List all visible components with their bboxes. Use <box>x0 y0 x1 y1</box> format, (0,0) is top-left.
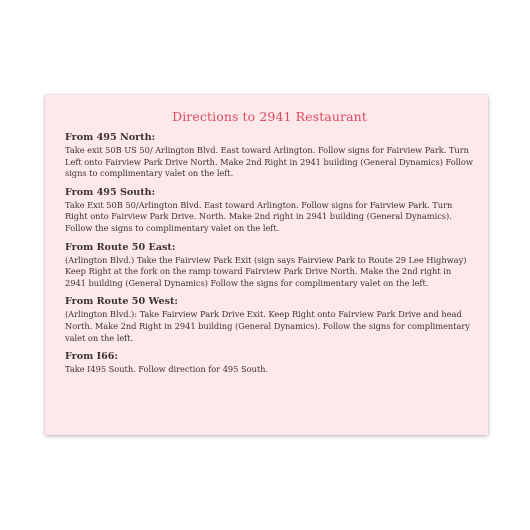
directions-card <box>45 95 488 435</box>
section-route-50-west <box>65 296 474 344</box>
section-495-south <box>65 187 474 235</box>
section-heading: From 495 North: <box>65 132 156 143</box>
section-text: (Arlington Blvd.): Take Fairview Park Drive Exit. Keep Right onto Fairview Park Drive and head North. Make 2nd Right in 2941 building (General Dynamics). Follow the signs for complimentary valet on the left. <box>65 309 470 343</box>
section-text: (Arlington Blvd.) Take the Fairview Park Exit (sign says Fairview Park to Route 29 Lee Highway) Keep Right at the fork on the ramp toward Fairview Park Drive North. Make the 2nd right in 2941 building (General Dynamics) Follow the signs for complimentary valet on the left. <box>65 254 467 288</box>
section-heading: From Route 50 West: <box>65 296 178 308</box>
section-495-north <box>65 132 474 180</box>
section-heading: From 495 South: <box>65 186 156 198</box>
card-title: Directions to 2941 Restaurant <box>172 109 367 124</box>
section-text: Take I495 South. Follow direction for 495 South. <box>65 364 269 375</box>
section-route-50-east <box>65 242 474 290</box>
section-heading: From Route 50 East: <box>65 241 176 253</box>
section-text: Take exit 50B US 50/ Arlington Blvd. East toward Arlington. Follow signs for Fairview Park. Turn Left onto Fairview Park Drive North. Make 2nd Right in 2941 building (General Dynamics) Follow signs to complimentary valet on the left. <box>65 145 473 179</box>
section-i66 <box>65 351 474 376</box>
section-text: Take Exit 50B 50/Arlington Blvd. East toward Arlington. Follow signs for Fairview Park. Turn Right onto Fairview Park Drive. North. Make 2nd right in 2941 building (General Dynamics). Follow the signs to complimentary valet on the left. <box>65 199 453 233</box>
section-heading: From I66: <box>65 351 118 363</box>
